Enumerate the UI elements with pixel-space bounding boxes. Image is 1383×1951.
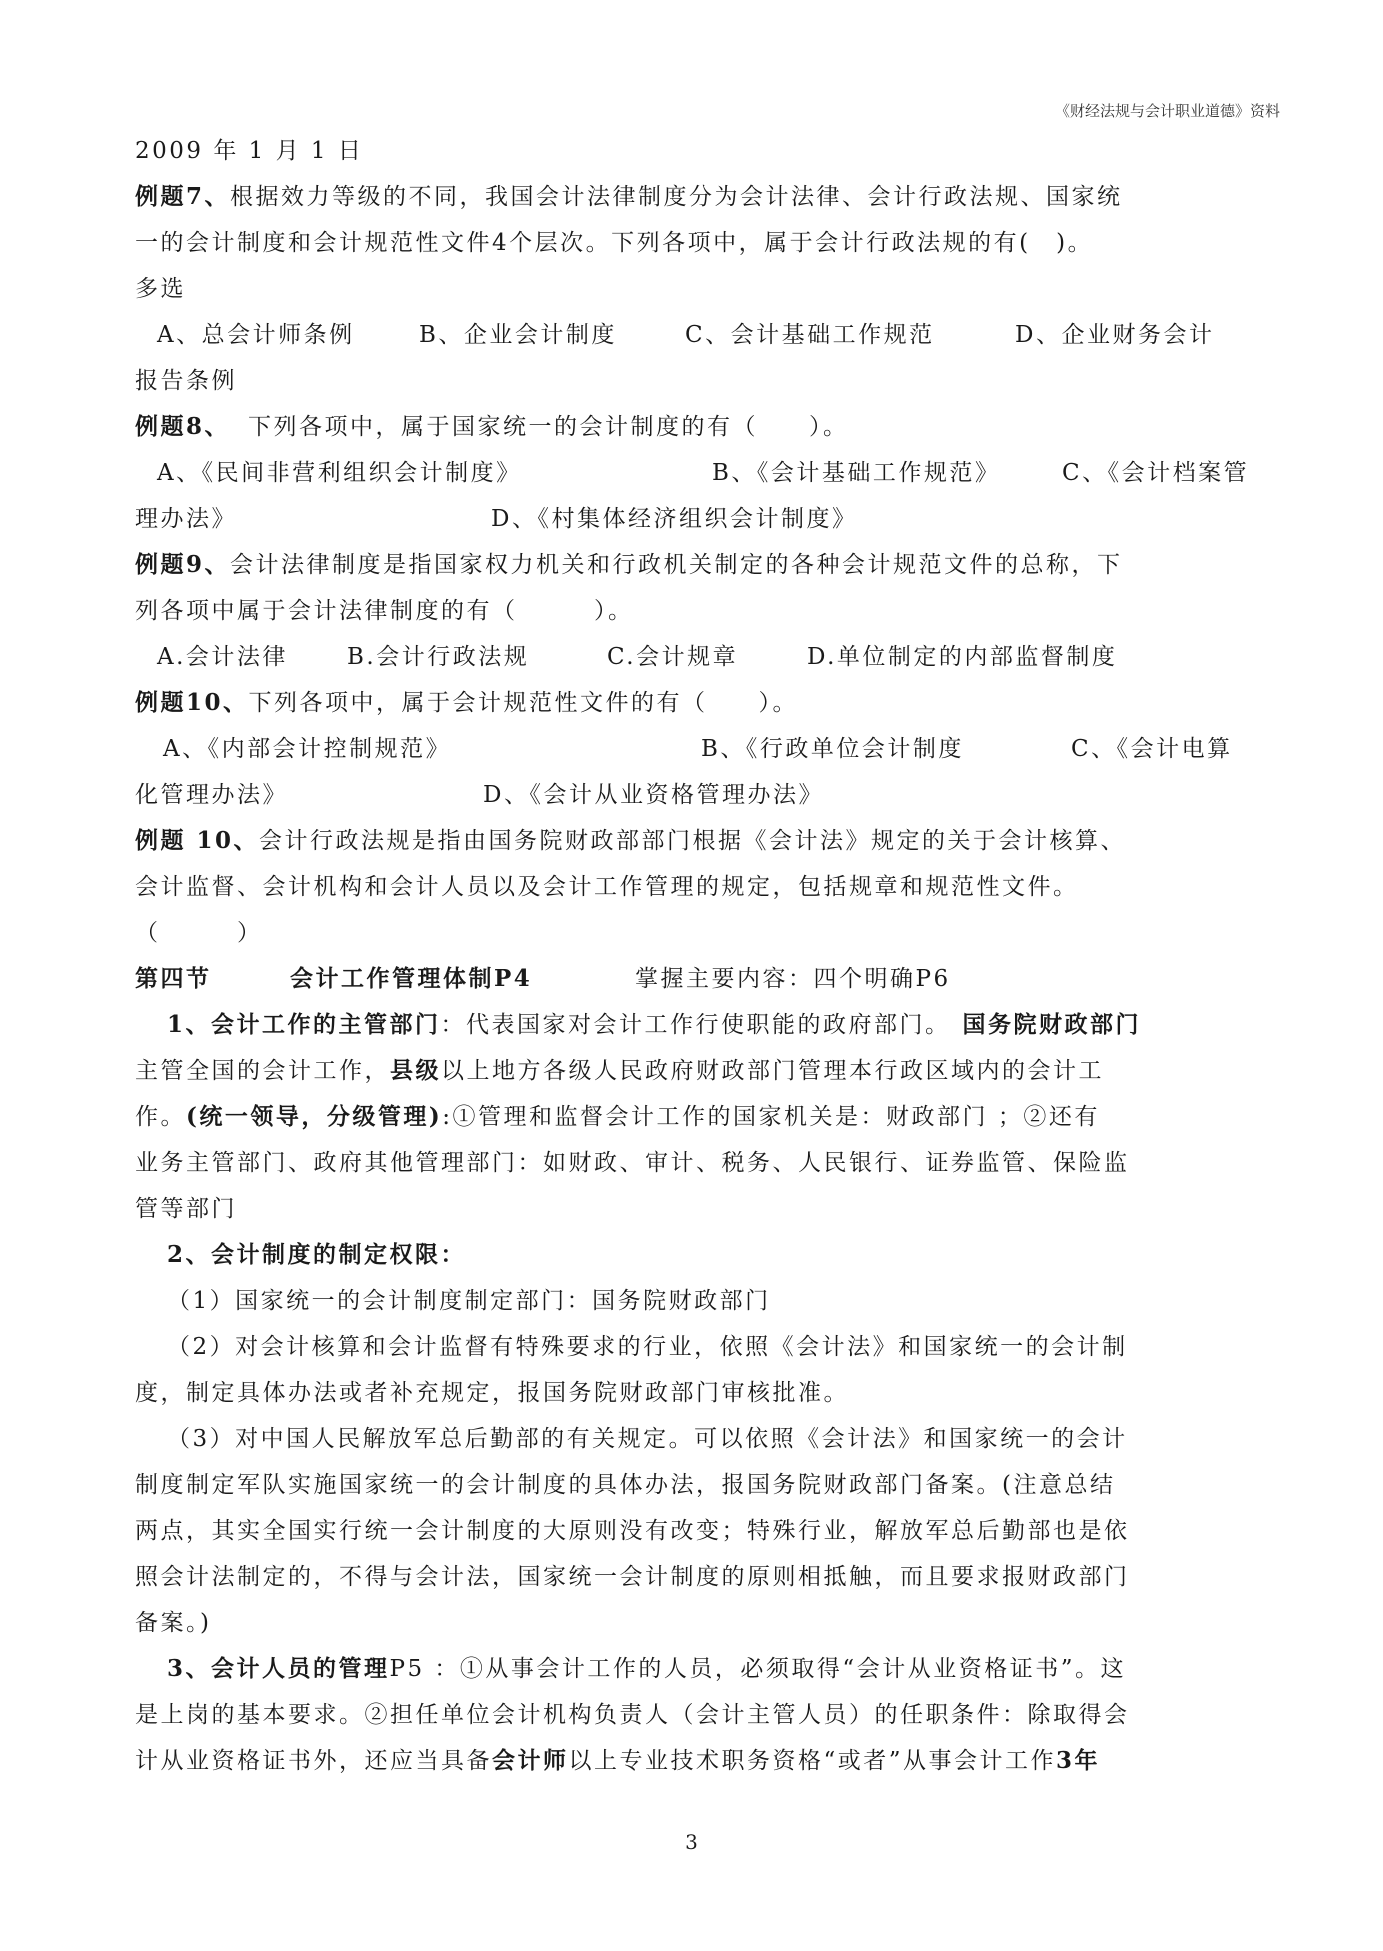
point-1-line-2: 主管全国的会计工作，县级以上地方各级人民政府财政部门管理本行政区域内的会计工 — [135, 1057, 1104, 1084]
option-c: C.会计规章 — [607, 644, 739, 670]
example-label: 例题10、 — [135, 689, 249, 716]
point-2-sub-1: （1）国家统一的会计制度制定部门：国务院财政部门 — [167, 1288, 771, 1314]
option-b: B、《会计基础工作规范》 — [712, 460, 1001, 486]
point-2-sub-3-line-3: 两点，其实全国实行统一会计制度的大原则没有改变；特殊行业，解放军总后勤部也是依 — [135, 1518, 1130, 1544]
option-b: B、企业会计制度 — [419, 322, 617, 348]
option-c: C、会计基础工作规范 — [685, 322, 935, 348]
option-a: A.会计法律 — [157, 644, 288, 670]
point-heading: 1、会计工作的主管部门 — [167, 1011, 441, 1038]
example-7-options — [135, 312, 1255, 358]
example-10b-line-2: 会计监督、会计机构和会计人员以及会计工作管理的规定，包括规章和规范性文件。 — [135, 874, 1079, 900]
option-b: B、《行政单位会计制度 — [701, 736, 964, 762]
point-3-line-1: 3、会计人员的管理P5 ：①从事会计工作的人员，必须取得“会计从业资格证书”。这 — [167, 1655, 1126, 1682]
example-7-line-2: 一的会计制度和会计规范性文件4个层次。下列各项中，属于会计行政法规的有( )。 — [135, 230, 1094, 256]
example-8-line-3: 理办法》 D、《村集体经济组织会计制度》 — [135, 496, 1255, 542]
page-header: 《财经法规与会计职业道德》资料 — [1054, 102, 1280, 120]
option-d: D.单位制定的内部监督制度 — [807, 644, 1118, 670]
option-c: C、《会计档案管 — [1062, 460, 1250, 486]
point-2-sub-2-line-2: 度，制定具体办法或者补充规定，报国务院财政部门审核批准。 — [135, 1380, 849, 1406]
example-label: 例题8、 — [135, 413, 231, 440]
point-2-sub-3-line-5: 备案。) — [135, 1610, 212, 1636]
point-heading: 3、会计人员的管理 — [167, 1655, 390, 1682]
example-9-line-1: 例题9、会计法律制度是指国家权力机关和行政机关制定的各种会计规范文件的总称，下 — [135, 551, 1123, 578]
example-label: 例题 10、 — [135, 827, 260, 854]
option-d: D、企业财务会计 — [1015, 322, 1215, 348]
option-a: A、《民间非营利组织会计制度》 — [157, 460, 522, 486]
point-3-line-2: 是上岗的基本要求。②担任单位会计机构负责人（会计主管人员）的任职条件：除取得会 — [135, 1702, 1130, 1728]
option-a: A、《内部会计控制规范》 — [163, 736, 452, 762]
point-1-line-4: 业务主管部门、政府其他管理部门：如财政、审计、税务、人民银行、证券监管、保险监 — [135, 1150, 1130, 1176]
section-note: 掌握主要内容：四个明确P6 — [635, 966, 951, 992]
point-1-line-1: 1、会计工作的主管部门：代表国家对会计工作行使职能的政府部门。 国务院财政部门 — [167, 1011, 1142, 1038]
section-label: 第四节 — [135, 965, 212, 992]
example-9-line-2: 列各项中属于会计法律制度的有（ ）。 — [135, 598, 634, 624]
example-label: 例题9、 — [135, 551, 231, 578]
example-7-line-1: 例题7、根据效力等级的不同，我国会计法律制度分为会计法律、会计行政法规、国家统 — [135, 183, 1123, 210]
option-c: C、《会计电算 — [1071, 736, 1233, 762]
point-2-sub-3-line-1: （3）对中国人民解放军总后勤部的有关规定。可以依照《会计法》和国家统一的会计 — [167, 1426, 1128, 1452]
example-7-line-3: 多选 — [135, 276, 186, 302]
page-number: 3 — [685, 1830, 698, 1854]
point-2-sub-2-line-1: （2）对会计核算和会计监督有特殊要求的行业，依照《会计法》和国家统一的会计制 — [167, 1334, 1128, 1360]
option-b: B.会计行政法规 — [347, 644, 530, 670]
point-2-sub-3-line-4: 照会计法制定的，不得与会计法，国家统一会计制度的原则相抵触，而且要求报财政部门 — [135, 1564, 1130, 1590]
example-9-options — [135, 634, 1255, 680]
section-title: 会计工作管理体制P4 — [290, 965, 533, 992]
example-label: 例题7、 — [135, 183, 231, 210]
option-d: D、《村集体经济组织会计制度》 — [491, 506, 858, 532]
point-2-sub-3-line-2: 制度制定军队实施国家统一的会计制度的具体办法，报国务院财政部门备案。(注意总结 — [135, 1472, 1116, 1498]
point-3-line-3: 计从业资格证书外，还应当具备会计师以上专业技术职务资格“或者”从事会计工作3年 — [135, 1747, 1101, 1774]
example-8-line-1: 例题8、 下列各项中，属于国家统一的会计制度的有（ ）。 — [135, 413, 849, 440]
point-2-heading: 2、会计制度的制定权限： — [167, 1241, 467, 1268]
option-a: A、总会计师条例 — [157, 322, 355, 348]
point-1-line-5: 管等部门 — [135, 1196, 237, 1222]
example-10-options — [135, 726, 1255, 772]
date-line: 2009 年 1 月 1 日 — [135, 138, 364, 164]
example-10b-line-1: 例题 10、会计行政法规是指由国务院财政部部门根据《会计法》规定的关于会计核算、 — [135, 827, 1127, 854]
example-8-options — [135, 450, 1255, 496]
point-1-line-3: 作。(统一领导，分级管理):①管理和监督会计工作的国家机关是：财政部门 ；②还有 — [135, 1103, 1100, 1130]
document-body — [135, 128, 1255, 1784]
example-10b-line-3: （ ） — [135, 920, 263, 946]
option-d: D、《会计从业资格管理办法》 — [483, 782, 824, 808]
example-7-line-5: 报告条例 — [135, 368, 237, 394]
section-heading — [135, 956, 1255, 1002]
example-10-line-3: 化管理办法》 D、《会计从业资格管理办法》 — [135, 772, 1255, 818]
example-10-line-1: 例题10、下列各项中，属于会计规范性文件的有（ ）。 — [135, 689, 799, 716]
